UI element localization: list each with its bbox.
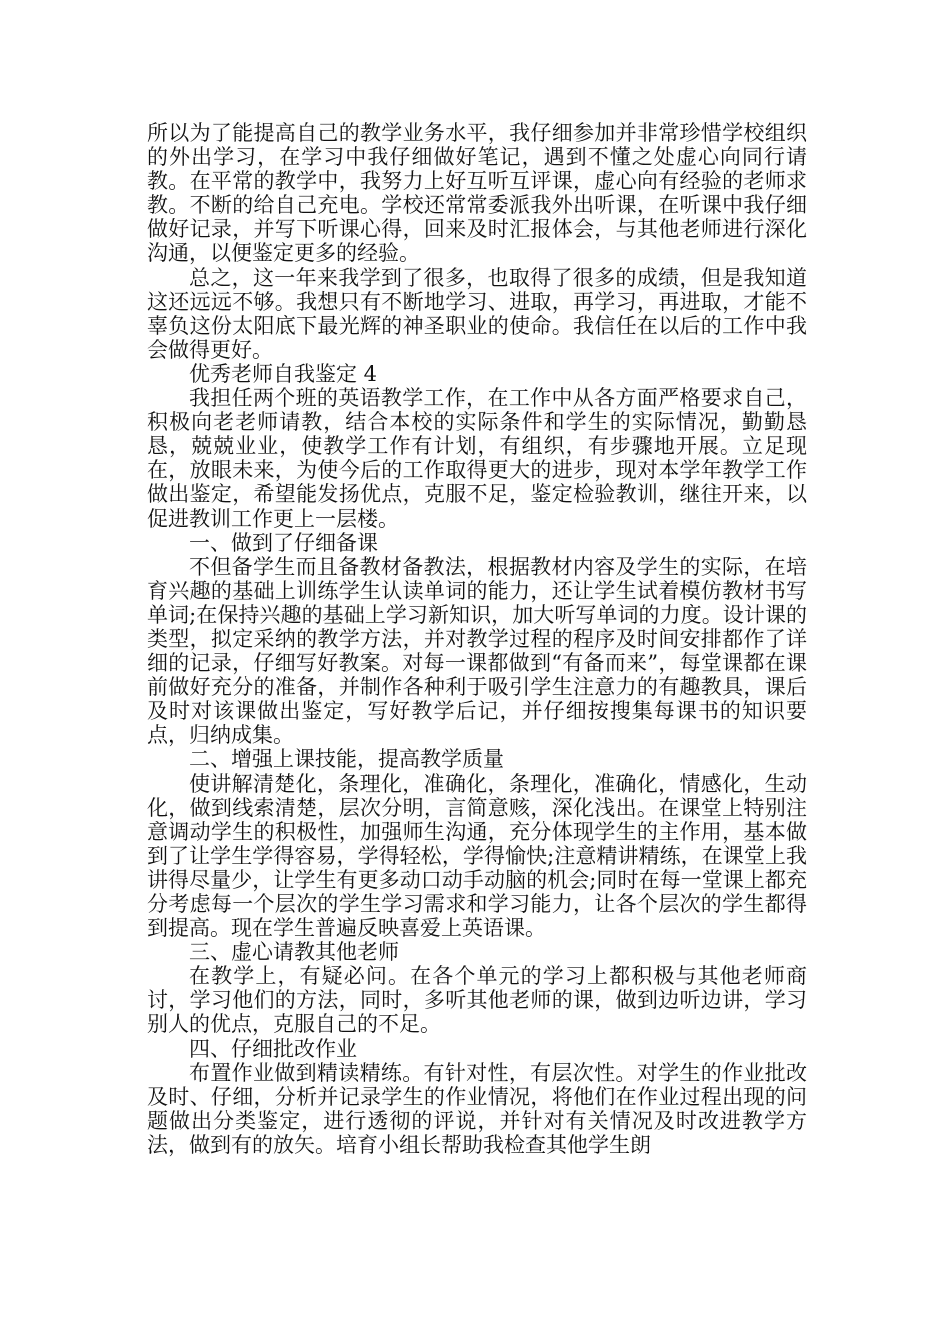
document-body	[147, 121, 807, 1157]
heading-four: 四、仔细批改作业	[189, 1036, 357, 1061]
paragraph-lesson-prep: 不但备学生而且备教材备教法，根据教材内容及学生的实际，在培育兴趣的基础上训练学生认读单词的能力，还让学生试着模仿教材书写单词;在保持兴趣的基础上学习新知识，加大听写单词的力度。设计课的类型，拟定采纳的教学方法，并对教学过程的程序及时间安排都作了详细的记录，仔细写好教案。对每一课都做到“有备而来”，每堂课都在课前做好充分的准备，并制作各种利于吸引学生注意力的有趣教具，课后及时对该课做出鉴定，写好教学后记，并仔细按搜集每课书的知识要点，归纳成集。	[147, 554, 807, 748]
heading-two: 二、增强上课技能，提高教学质量	[189, 747, 504, 772]
heading-one: 一、做到了仔细备课	[189, 530, 378, 555]
paragraph-teaching-quality: 使讲解清楚化，条理化，准确化，条理化，准确化，情感化，生动化，做到线索清楚，层次分明，言简意赅，深化浅出。在课堂上特别注意调动学生的积极性，加强师生沟通，充分体现学生的主作用，基本做到了让学生学得容易，学得轻松，学得愉快;注意精讲精练，在课堂上我讲得尽量少，让学生有更多动口动手动脑的机会;同时在每一堂课上都充分考虑每一个层次的学生学习需求和学习能力，让各个层次的学生都得到提高。现在学生普遍反映喜爱上英语课。	[147, 771, 807, 941]
paragraph-intro: 我担任两个班的英语教学工作，在工作中从各方面严格要求自己，积极向老老师请教，结合本校的实际条件和学生的实际情况，勤勤恳恳，兢兢业业，使教学工作有计划，有组织，有步骤地开展。立足现在，放眼未来，为使今后的工作取得更大的进步，现对本学年教学工作做出鉴定，希望能发扬优点，克服不足，鉴定检验教训，继往开来，以促进教训工作更上一层楼。	[147, 386, 807, 531]
paragraph-consult-teachers: 在教学上，有疑必问。在各个单元的学习上都积极与其他老师商讨，学习他们的方法，同时，多听其他老师的课，做到边听边讲，学习别人的优点，克服自己的不足。	[147, 964, 807, 1037]
section-title: 优秀老师自我鉴定 4	[189, 361, 378, 386]
heading-three: 三、虚心请教其他老师	[189, 940, 399, 965]
paragraph-homework: 布置作业做到精读精练。有针对性，有层次性。对学生的作业批改及时、仔细，分析并记录学生的作业情况，将他们在作业过程出现的问题做出分类鉴定，进行透彻的评说，并针对有关情况及时改进教学方法，做到有的放矢。培育小组长帮助我检查其他学生朗	[147, 1060, 807, 1157]
paragraph-continued: 所以为了能提高自己的教学业务水平，我仔细参加并非常珍惜学校组织的外出学习，在学习中我仔细做好笔记，遇到不懂之处虚心向同行请教。在平常的教学中，我努力上好互听互评课，虚心向有经验的老师求教。不断的给自己充电。学校还常常委派我外出听课，在听课中我仔细做好记录，并写下听课心得，回来及时汇报体会，与其他老师进行深化沟通，以便鉴定更多的经验。	[147, 121, 807, 266]
paragraph-summary: 总之，这一年来我学到了很多，也取得了很多的成绩，但是我知道这还远远不够。我想只有不断地学习、进取，再学习，再进取，才能不辜负这份太阳底下最光辉的神圣职业的使命。我信任在以后的工作中我会做得更好。	[147, 265, 807, 362]
